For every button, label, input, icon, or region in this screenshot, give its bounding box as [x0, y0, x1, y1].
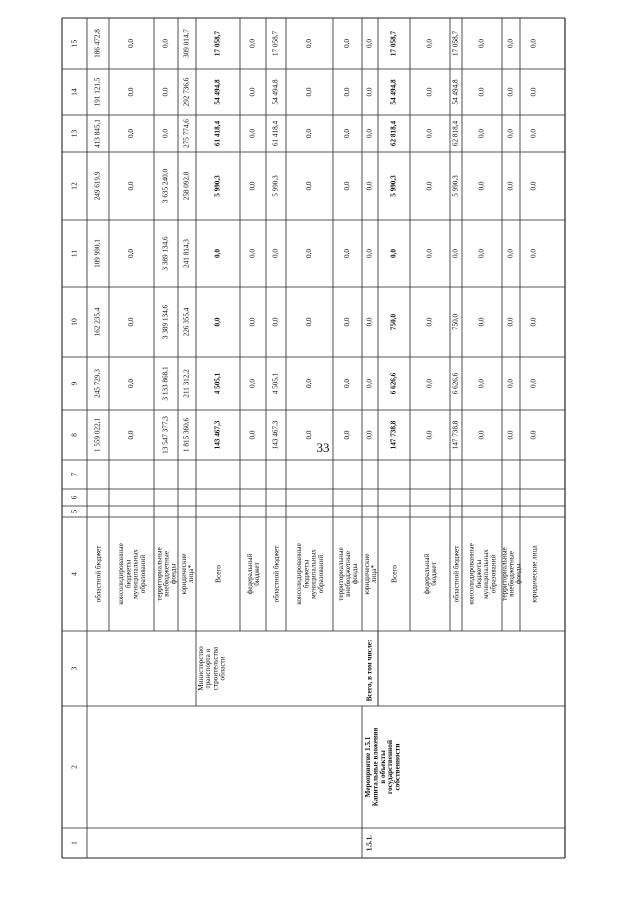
row-id: 1.5.1.	[365, 834, 374, 852]
cell-col-14: 54 494,8	[213, 79, 222, 105]
cell-col-12: 0,0	[425, 181, 434, 191]
column-header-1: 1	[69, 841, 79, 845]
row-source-label: областной бюджет	[272, 545, 281, 603]
cell-col-10: 0,0	[529, 317, 538, 327]
column-header-7: 7	[69, 472, 79, 477]
cell-col-15: 17 058,7	[213, 30, 222, 57]
cell-col-15: 17 058,7	[451, 30, 460, 57]
column-header-3: 3	[69, 666, 79, 671]
cell-col-10: 0,0	[477, 317, 486, 327]
cell-col-12: 0,0	[248, 181, 257, 191]
cell-col-13: 0,0	[161, 129, 170, 138]
cell-col-12: 5 990,3	[451, 175, 460, 197]
cell-col-11: 0,0	[213, 249, 222, 258]
cell-col-11: 0,0	[389, 249, 398, 258]
cell-col-8: 0,0	[248, 430, 257, 440]
cell-col-12: 0,0	[127, 181, 136, 191]
cell-col-14: 0,0	[425, 87, 434, 97]
cell-col-15: 17 058,7	[389, 30, 398, 57]
cell-col-15: 0,0	[529, 39, 538, 48]
cell-col-10: 0,0	[305, 317, 314, 327]
cell-col-13: 0,0	[343, 129, 352, 138]
cell-col-11: 0,0	[271, 249, 280, 258]
row-source-label: консолидированныебюджетымуниципальныхобразований	[295, 543, 325, 605]
column-header-11: 11	[69, 249, 79, 258]
cell-col-14: 54 494,8	[389, 79, 398, 105]
cell-col-8: 0,0	[365, 430, 374, 440]
column-header-12: 12	[69, 182, 79, 190]
column-header-14: 14	[69, 88, 79, 96]
cell-col-10: 0,0	[365, 317, 374, 327]
cell-col-11: 0,0	[477, 249, 486, 258]
table-grid	[62, 18, 565, 858]
cell-col-13: 0,0	[506, 129, 515, 138]
cell-col-14: 0,0	[506, 87, 515, 97]
cell-col-13: 61 418,4	[271, 120, 280, 147]
column-header-9: 9	[69, 381, 79, 386]
cell-col-10: 0,0	[127, 317, 136, 327]
cell-col-10: 0,0	[506, 317, 515, 327]
cell-col-9: 0,0	[425, 379, 434, 388]
cell-col-10: 0,0	[248, 317, 257, 327]
cell-col-14: 0,0	[248, 87, 257, 97]
cell-col-14: 292 736,6	[182, 77, 191, 107]
cell-col-14: 0,0	[477, 87, 486, 97]
cell-col-15: 0,0	[365, 39, 374, 48]
cell-col-15: 0,0	[127, 39, 136, 48]
row-source-label: областной бюджет	[452, 545, 461, 603]
cell-col-8: 0,0	[343, 430, 352, 440]
column-header-8: 8	[69, 433, 79, 437]
cell-col-9: 245 729,3	[93, 369, 102, 398]
cell-col-11: 3 389 134,6	[161, 236, 170, 271]
cell-col-11: 0,0	[248, 249, 257, 258]
cell-col-8: 143 467,3	[271, 420, 280, 450]
cell-col-11: 0,0	[343, 249, 352, 258]
row-source-label: федеральныйбюджет	[245, 553, 262, 595]
cell-col-13: 0,0	[365, 129, 374, 138]
cell-col-15: 0,0	[343, 39, 352, 48]
cell-col-12: 0,0	[305, 181, 314, 191]
column-header-4: 4	[69, 572, 79, 576]
cell-col-8: 0,0	[127, 430, 136, 440]
row-source-label: консолидированныебюджетымуниципальныхобразований	[117, 543, 147, 605]
cell-col-13: 0,0	[305, 129, 314, 138]
cell-col-8: 143 467,3	[213, 420, 222, 450]
cell-col-10: 162 235,4	[93, 307, 102, 337]
row-source-label: федеральныйбюджет	[422, 553, 439, 595]
cell-col-13: 0,0	[477, 129, 486, 138]
cell-col-9: 0,0	[529, 379, 538, 388]
cell-col-11: 0,0	[451, 249, 460, 258]
cell-col-8: 147 738,8	[451, 420, 460, 450]
cell-col-10: 750,0	[451, 313, 460, 331]
cell-col-10: 0,0	[213, 317, 222, 327]
cell-col-10: 0,0	[343, 317, 352, 327]
cell-col-12: 0,0	[365, 181, 374, 191]
cell-col-8: 0,0	[425, 430, 434, 440]
cell-col-13: 0,0	[248, 129, 257, 138]
cell-col-8: 0,0	[477, 430, 486, 440]
cell-col-12: 5 990,3	[389, 175, 398, 197]
row-source-label: юридическиелица*	[362, 553, 379, 595]
column-header-10: 10	[69, 318, 79, 326]
cell-col-9: 211 312,2	[182, 369, 191, 398]
cell-col-9: 0,0	[127, 379, 136, 388]
cell-col-9: 4 505,1	[213, 372, 222, 395]
cell-col-9: 6 626,6	[451, 372, 460, 395]
cell-col-15: 0,0	[305, 39, 314, 48]
cell-col-14: 0,0	[161, 87, 170, 97]
cell-col-14: 191 121,5	[93, 77, 102, 107]
cell-col-15: 0,0	[506, 39, 515, 48]
row-source-label: областной бюджет	[94, 545, 103, 603]
cell-col-10: 0,0	[425, 317, 434, 327]
cell-col-11: 0,0	[506, 249, 515, 258]
cell-col-14: 0,0	[365, 87, 374, 97]
cell-col-9: 4 505,1	[271, 372, 280, 395]
column-header-2: 2	[69, 765, 79, 769]
cell-col-9: 0,0	[477, 379, 486, 388]
cell-col-15: 17 058,7	[271, 30, 280, 57]
cell-col-9: 0,0	[305, 379, 314, 388]
row-source-label: юридические лица	[530, 545, 539, 603]
cell-col-9: 3 133 868,1	[161, 366, 170, 401]
cell-col-13: 0,0	[529, 129, 538, 138]
cell-col-8: 0,0	[529, 430, 538, 440]
cell-col-9: 0,0	[365, 379, 374, 388]
cell-col-10: 226 355,4	[182, 307, 191, 337]
cell-col-9: 0,0	[343, 379, 352, 388]
cell-col-12: 5 990,3	[213, 175, 222, 197]
cell-col-10: 750,0	[389, 313, 398, 331]
cell-col-11: 0,0	[425, 249, 434, 258]
cell-col-12: 0,0	[506, 181, 515, 191]
cell-col-11: 109 990,1	[93, 239, 102, 268]
cell-col-12: 3 635 240,0	[161, 168, 170, 204]
cell-col-14: 0,0	[343, 87, 352, 97]
executor-total: Всего, в том числе:	[365, 639, 374, 702]
cell-col-9: 0,0	[248, 379, 257, 388]
page-number: 33	[316, 440, 330, 455]
cell-col-13: 0,0	[127, 129, 136, 138]
cell-col-9: 6 626,6	[389, 372, 398, 395]
activity-name: Мероприятие 1.5.1Капитальные вложенияв объектыгосударственнойсобственности	[364, 727, 402, 807]
cell-col-13: 275 774,6	[182, 119, 191, 148]
cell-col-8: 0,0	[506, 430, 515, 440]
column-header-6: 6	[69, 495, 79, 500]
cell-col-11: 0,0	[529, 249, 538, 258]
cell-col-12: 0,0	[343, 181, 352, 191]
cell-col-8: 147 738,8	[389, 420, 398, 450]
row-source-label: территориальныевнебюджетныефонды	[336, 547, 360, 601]
row-source-label: Всего	[214, 565, 223, 583]
cell-col-8: 13 547 377,3	[161, 416, 170, 454]
cell-col-8: 1 815 360,6	[182, 417, 191, 453]
cell-col-14: 0,0	[305, 87, 314, 97]
cell-col-13: 62 818,4	[389, 120, 398, 147]
column-header-15: 15	[69, 39, 79, 48]
cell-col-15: 0,0	[477, 39, 486, 48]
cell-col-15: 309 014,7	[182, 29, 191, 58]
executor-ministry: Министерствотранспорта истроительстваобласти	[197, 646, 227, 691]
cell-col-8: 0,0	[305, 430, 314, 440]
column-header-5: 5	[69, 509, 79, 514]
cell-col-14: 54 494,8	[271, 79, 280, 105]
cell-col-11: 241 814,3	[182, 239, 191, 268]
cell-col-12: 5 990,3	[271, 175, 280, 197]
cell-col-13: 62 818,4	[451, 120, 460, 147]
cell-col-10: 0,0	[271, 317, 280, 327]
cell-col-11: 0,0	[127, 249, 136, 258]
cell-col-12: 0,0	[477, 181, 486, 191]
cell-col-12: 249 619,9	[93, 171, 102, 201]
cell-col-14: 0,0	[127, 87, 136, 97]
cell-col-13: 61 418,4	[213, 120, 222, 147]
cell-col-15: 0,0	[248, 39, 257, 48]
cell-col-14: 0,0	[529, 87, 538, 97]
cell-col-13: 0,0	[425, 129, 434, 138]
cell-col-12: 0,0	[529, 181, 538, 191]
row-source-label: юридическиелица*	[179, 553, 196, 595]
row-source-label: территориальныевнебюджетныефонды	[500, 547, 523, 601]
cell-col-11: 0,0	[365, 249, 374, 258]
row-source-label: территориальныевнебюджетныефонды	[155, 547, 178, 601]
cell-col-15: 0,0	[425, 39, 434, 48]
cell-col-10: 3 389 134,6	[161, 304, 170, 340]
cell-col-15: 0,0	[161, 39, 170, 48]
row-source-label: Всего	[390, 565, 399, 583]
cell-col-8: 1 559 022,1	[93, 417, 102, 453]
cell-col-14: 54 494,8	[451, 79, 460, 105]
row-source-label: консолидированныебюджетымуниципальныхобразований	[467, 543, 498, 605]
column-header-13: 13	[69, 129, 79, 138]
cell-col-12: 258 092,8	[182, 171, 191, 201]
cell-col-9: 0,0	[506, 379, 515, 388]
cell-col-11: 0,0	[305, 249, 314, 258]
cell-col-15: 186 472,8	[93, 29, 102, 58]
cell-col-13: 413 845,1	[93, 119, 102, 148]
